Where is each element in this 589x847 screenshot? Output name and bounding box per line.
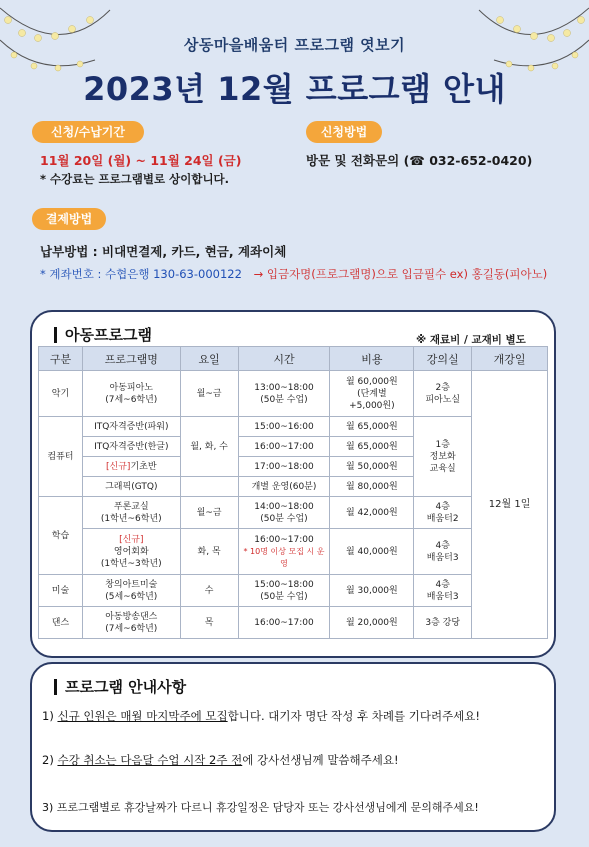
cell-room: 1층 정보화 교육실 (414, 417, 472, 497)
cell-program: ITQ자격증반(한글) (82, 437, 180, 457)
cell-cost: 월 65,000원 (330, 437, 414, 457)
cell-category: 학습 (39, 497, 83, 575)
table-row (39, 497, 548, 529)
cell-day: 수 (180, 575, 238, 607)
period-dates: 11월 20일 (월) ~ 11월 24일 (금) (40, 153, 242, 168)
time-value: 16:00~17:00 (254, 534, 314, 545)
cell-program: 그래픽(GTQ) (82, 477, 180, 497)
cell-room: 4층 배움터3 (414, 529, 472, 575)
table-header-row (39, 347, 548, 371)
new-tag: [신규] (119, 534, 144, 545)
notice-item-1-underlined: 신규 인원은 매월 마지막주에 모집 (57, 709, 228, 723)
cell-day: 월~금 (180, 497, 238, 529)
header-time: 시간 (238, 347, 330, 371)
header-room: 강의실 (414, 347, 472, 371)
cell-cost: 월 42,000원 (330, 497, 414, 529)
cell-time: 16:00~17:00 (238, 607, 330, 639)
cell-time: 15:00~18:00 (50분 수업) (238, 575, 330, 607)
cell-category: 댄스 (39, 607, 83, 639)
notice-item-1-number: 1) (42, 709, 58, 723)
cell-category: 컴퓨터 (39, 417, 83, 497)
notice-item-1 (42, 708, 480, 724)
cell-time: 17:00~18:00 (238, 457, 330, 477)
table-row (39, 575, 548, 607)
notice-item-2-rest: 에 강사선생님께 말씀해주세요! (242, 753, 399, 767)
cell-day-empty (180, 477, 238, 497)
cell-room: 2층 피아노실 (414, 371, 472, 417)
method-text: 방문 및 전화문의 (☎ 032-652-0420) (306, 153, 533, 168)
payment-badge: 결제방법 (32, 208, 106, 230)
header-category: 구분 (39, 347, 83, 371)
payment-deposit-note: → 입금자명(프로그램명)으로 입금필수 ex) 홍길동(피아노) (253, 267, 548, 281)
cell-room: 4층 배움터2 (414, 497, 472, 529)
cell-time (238, 529, 330, 575)
cell-time: 15:00~16:00 (238, 417, 330, 437)
cell-program: 창의아트미술 (5세~6학년) (82, 575, 180, 607)
table-row (39, 417, 548, 437)
notice-item-2 (42, 752, 399, 768)
header-program: 프로그램명 (82, 347, 180, 371)
notice-item-3: 3) 프로그램별로 휴강날짜가 다르니 휴강일정은 담당자 또는 강사선생님에게 문의해주세요! (42, 801, 479, 814)
cell-time: 13:00~18:00 (50분 수업) (238, 371, 330, 417)
program-table (38, 346, 548, 639)
cell-program: 푸론교실 (1학년~6학년) (82, 497, 180, 529)
cell-room: 3층 강당 (414, 607, 472, 639)
cell-time: 16:00~17:00 (238, 437, 330, 457)
header-cost: 비용 (330, 347, 414, 371)
program-name: 영어회화 (1학년~3학년) (100, 546, 162, 569)
kids-program-title: 아동프로그램 (54, 327, 152, 343)
notice-title: 프로그램 안내사항 (54, 679, 186, 695)
period-badge: 신청/수납기간 (32, 121, 144, 143)
cell-program: 아동방송댄스 (7세~6학년) (82, 607, 180, 639)
cell-time: 14:00~18:00 (50분 수업) (238, 497, 330, 529)
cell-cost: 월 80,000원 (330, 477, 414, 497)
table-row (39, 607, 548, 639)
page-subtitle: 상동마을배움터 프로그램 엿보기 (183, 36, 406, 54)
cell-program: 아동피아노 (7세~6학년) (82, 371, 180, 417)
header-day: 요일 (180, 347, 238, 371)
cell-start-date: 12월 1일 (472, 371, 548, 639)
cell-day: 월, 화, 수 (180, 417, 238, 477)
new-tag: [신규] (106, 461, 131, 472)
cell-day: 화, 목 (180, 529, 238, 575)
cell-cost: 월 50,000원 (330, 457, 414, 477)
program-name: 기초반 (130, 461, 157, 472)
payment-account: * 계좌번호 : 수협은행 130-63-000122 (40, 267, 242, 281)
cell-cost: 월 60,000원 (단계별 +5,000원) (330, 371, 414, 417)
notice-item-1-rest: 합니다. 대기자 명단 작성 후 차례를 기다려주세요! (227, 709, 481, 723)
cell-cost: 월 30,000원 (330, 575, 414, 607)
cell-cost: 월 20,000원 (330, 607, 414, 639)
cell-program: ITQ자격증반(파워) (82, 417, 180, 437)
page-title: 2023년 12월 프로그램 안내 (83, 70, 506, 108)
cell-cost: 월 40,000원 (330, 529, 414, 575)
kids-cost-note: ※ 재료비 / 교재비 별도 (416, 334, 526, 346)
cell-program (82, 529, 180, 575)
cell-day: 목 (180, 607, 238, 639)
table-row (39, 529, 548, 575)
payment-methods: 납부방법 : 비대면결제, 카드, 현금, 계좌이체 (40, 244, 287, 259)
header-start: 개강일 (472, 347, 548, 371)
notice-item-2-underlined: 수강 취소는 다음달 수업 시작 2주 전 (57, 753, 243, 767)
table-row (39, 371, 548, 417)
period-note: * 수강료는 프로그램별로 상이합니다. (40, 172, 230, 186)
time-condition-note: * 10명 이상 모집 시 운영 (243, 546, 325, 568)
cell-time: 개별 운영(60분) (238, 477, 330, 497)
notice-item-2-number: 2) (42, 753, 58, 767)
cell-program (82, 457, 180, 477)
cell-room: 4층 배움터3 (414, 575, 472, 607)
cell-category: 미술 (39, 575, 83, 607)
cell-day: 월~금 (180, 371, 238, 417)
method-badge: 신청방법 (306, 121, 382, 143)
cell-cost: 월 65,000원 (330, 417, 414, 437)
cell-category: 악기 (39, 371, 83, 417)
